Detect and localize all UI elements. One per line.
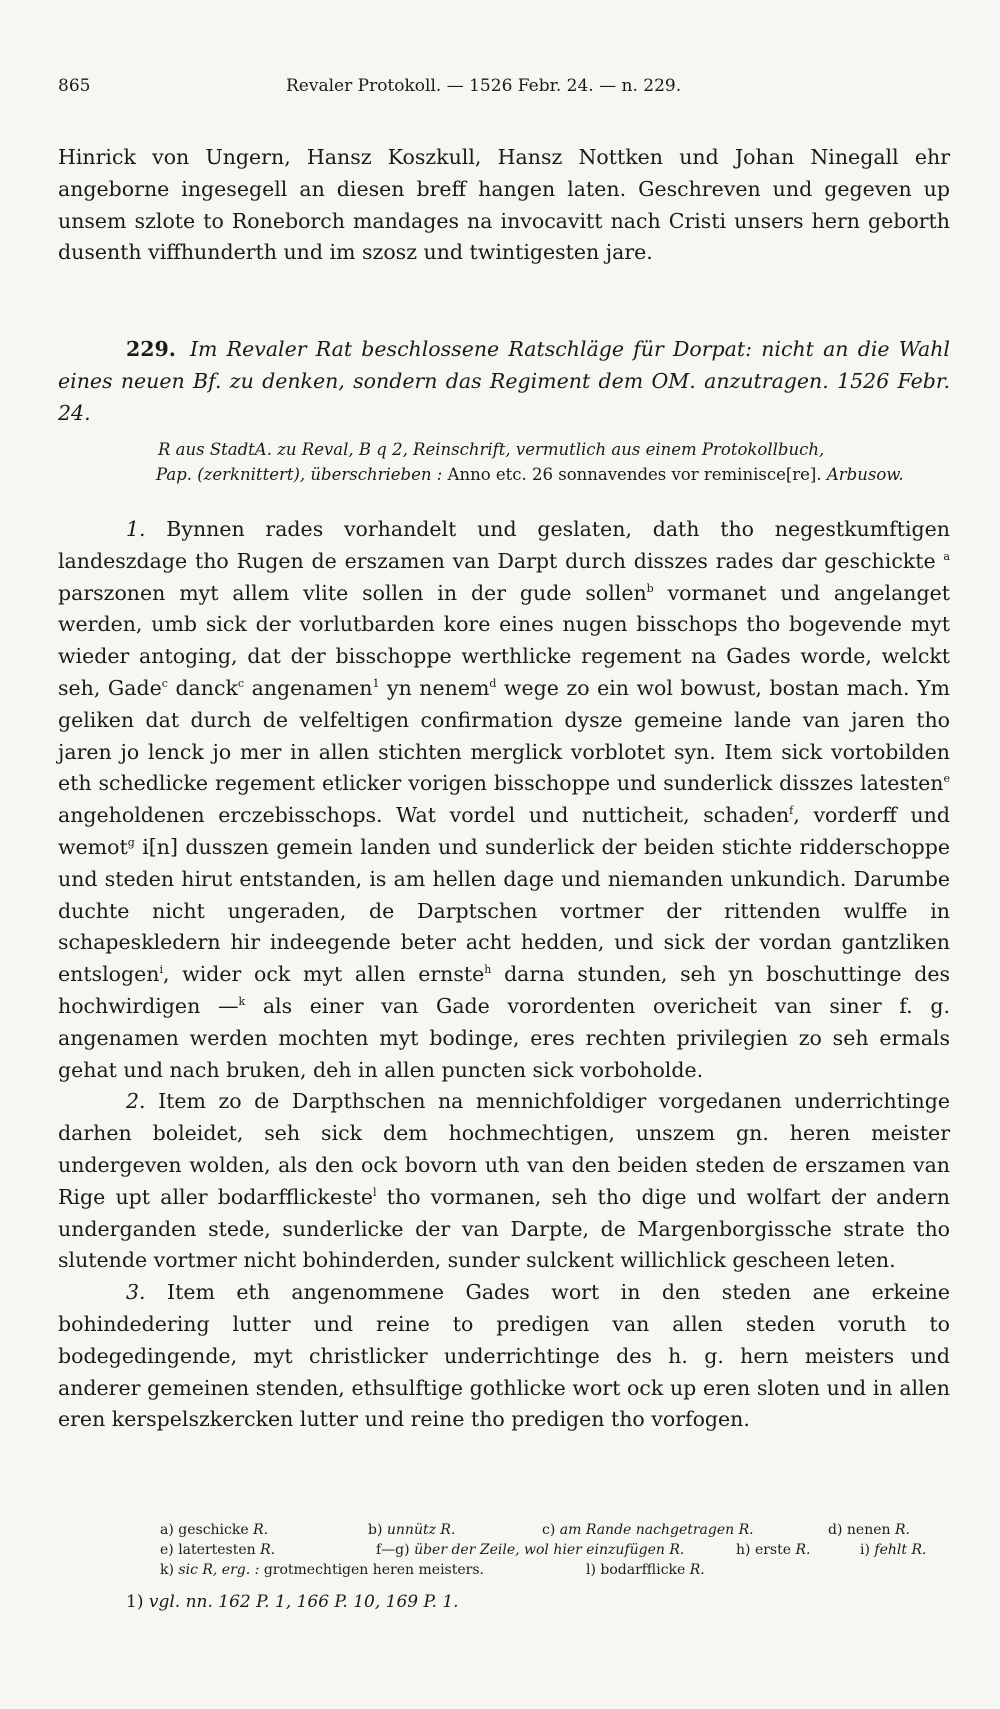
note-label: f—g) — [376, 1542, 410, 1558]
article-1-text: angeholdenen erczebisschops. Wat vordel und nutticheit, schaden — [58, 803, 790, 828]
source-text-1: R aus StadtA. zu Reval, B q 2, Reinschrift, vermutlich aus einem Protokollbuch, — [158, 440, 825, 459]
source-line-2 — [58, 462, 950, 487]
note-label: a) — [160, 1522, 174, 1538]
regest: Im Revaler Rat beschlossene Ratschläge für Dorpat: nicht an die Wahl eines neuen Bf. zu denken, sondern das Regiment dem OM. anzutragen. 1526 Febr. 24. — [58, 337, 950, 425]
note-source: R. — [689, 1562, 705, 1578]
article-1-number: 1. — [126, 517, 146, 541]
preceding-text: Hinrick von Ungern, Hansz Koszkull, Hansz Nottken und Johan Ninegall ehr angeborne ingesegell an diesen breff hangen laten. Geschreven und gegeven up unsem szlote to Roneborch mandages na invocavitt nach Cristi unsers hern geborth dusenth viffhunderth und im szosz und twintigesten jare. — [58, 145, 950, 265]
article-1-text: parszonen myt allem vlite sollen in der gude sollen — [58, 580, 647, 605]
note-text: am Rande nachgetragen R. — [559, 1522, 754, 1538]
note-text: erste — [754, 1542, 792, 1558]
note-d — [828, 1520, 910, 1540]
note-label: k) — [160, 1562, 174, 1578]
note-mark: k — [238, 994, 246, 1008]
note-label: h) — [736, 1542, 751, 1558]
source-editor: Arbusow. — [826, 465, 904, 484]
textual-notes — [58, 1520, 950, 1580]
notes-row-3 — [58, 1560, 950, 1580]
note-mark: h — [484, 963, 492, 977]
page-header — [58, 76, 950, 106]
note-label: l) — [586, 1562, 596, 1578]
article-3-text: Item eth angenommene Gades wort in den steden ane erkeine bohindedering lutter und reine to predigen van allen steden voruth to bodegedingende, myt christlicker underrichtinge des h. g. hern meisters und anderer gemeinen stenden, ethsulftige gothlicke wort ock up eren sloten und in allen eren kerspelszkercken lutter und reine tho predigen tho vorfogen. — [58, 1280, 950, 1432]
article-1-text: yn nenem — [386, 675, 490, 700]
article-1-text: i[n] dusszen gemein landen und sunderlick der beiden stichte ridderschoppe und steden hirut entstanden, is am hellen dage und niemanden unkundich. Darumbe duchte nicht ungeraden, de Darptschen vortmer der rittenden wulffe in schapeskledern hir indeegende beter acht hedden, und sick der vordan gantzliken entslogen — [58, 834, 950, 987]
note-mark: e — [943, 772, 950, 786]
article-1 — [58, 514, 950, 1086]
article-3 — [58, 1277, 950, 1436]
note-source: R. — [253, 1522, 269, 1538]
note-text: unnütz R. — [386, 1522, 456, 1538]
article-1-text: , wider ock myt allen ernste — [162, 962, 485, 987]
note-label: c) — [542, 1522, 556, 1538]
note-mark: i — [159, 963, 163, 977]
source-text-2-italic: Pap. (zerknittert), überschrieben : — [156, 465, 443, 484]
note-text: nenen — [846, 1522, 891, 1538]
document-number: 229. — [126, 337, 176, 361]
note-text: sic R, erg. : — [178, 1562, 260, 1578]
note-source: R. — [795, 1542, 811, 1558]
article-2 — [58, 1086, 950, 1277]
article-1-text: darna stunden, seh yn boschuttinge des hochwirdigen — — [58, 962, 950, 1018]
note-h — [736, 1540, 810, 1560]
note-i — [860, 1540, 926, 1560]
note-mark: g — [127, 835, 135, 849]
note-c — [542, 1520, 754, 1540]
note-source: R. — [260, 1542, 276, 1558]
article-2-text: Item zo de Darpthschen na mennichfoldiger vorgedanen underrichtinge darhen boleidet, seh sick dem hochmechtigen, unszem gn. heren meister undergeven wolden, als den ock bovorn uth van den beiden steden de erszamen van Rige upt aller bodarfflickeste — [58, 1089, 950, 1209]
note-e — [160, 1540, 275, 1560]
page-number: 865 — [58, 76, 91, 96]
source-description — [58, 437, 950, 487]
note-text: latertesten — [178, 1542, 256, 1558]
note-mark: c — [161, 676, 168, 690]
note-mark: d — [489, 676, 497, 690]
note-text: über der Zeile, wol hier einzufügen R. — [414, 1542, 685, 1558]
note-k — [160, 1560, 484, 1580]
footnote-1 — [126, 1592, 459, 1612]
footnote-mark: 1 — [372, 676, 380, 690]
note-fg — [376, 1540, 684, 1560]
source-text-2-plain: Anno etc. 26 sonnavendes vor reminisce[re]. — [447, 465, 822, 484]
article-2-number: 2. — [126, 1089, 146, 1114]
footnote-text: vgl. nn. 162 P. 1, 166 P. 10, 169 P. 1. — [148, 1592, 459, 1612]
note-a — [160, 1520, 268, 1540]
document-heading — [58, 334, 950, 429]
note-mark: f — [789, 804, 794, 818]
notes-row-1 — [58, 1520, 950, 1540]
note-l — [586, 1560, 705, 1580]
note-mark: b — [646, 581, 654, 595]
articles — [58, 514, 950, 1436]
article-1-text: als einer van Gade vorordenten overicheit van siner f. g. angenamen werden mochten myt bodinge, eres rechten privilegien zo seh ermals gehat und nach bruken, deh in allen puncten sick vorboholde. — [58, 993, 950, 1082]
article-1-text: danck — [175, 675, 238, 700]
note-mark: a — [943, 549, 950, 563]
note-text: geschicke — [178, 1522, 249, 1538]
note-label: i) — [860, 1542, 870, 1558]
note-label: b) — [368, 1522, 383, 1538]
note-b — [368, 1520, 455, 1540]
notes-row-2 — [58, 1540, 950, 1560]
note-text: bodarfflicke — [600, 1562, 686, 1578]
note-text: fehlt R. — [874, 1542, 927, 1558]
note-label: d) — [828, 1522, 843, 1538]
article-1-text: vormanet und angelanget werden, umb sick der vorlutbarden kore eines nugen bisschops tho bogevende myt wieder antoging, dat der bisschoppe werthlicke regement na Gades worde, welckt seh, Gade — [58, 580, 950, 700]
footnote-label: 1) — [126, 1592, 144, 1612]
note-text: grotmechtigen heren meisters. — [263, 1562, 484, 1578]
article-1-text: wege zo ein wol bowust, bostan mach. Ym geliken dat durch de velfeltigen confirmation dysze gemeine lande van jaren tho jaren jo lenck jo mer in allen stichten merglick vorblotet syn. Item sick vortobilden eth schedlicke regement etlicker vorigen bisschoppe und sunderlick disszes latesten — [58, 675, 950, 796]
article-3-number: 3. — [126, 1280, 146, 1305]
article-2-text: tho vormanen, seh tho dige und wolfart der andern underganden stede, sunderlicke der van Darpte, de Margenborgissche strate tho slutende vortmer nicht bohinderden, sunder sulckent willichlick gescheen leten. — [58, 1184, 950, 1273]
note-source: R. — [894, 1522, 910, 1538]
note-mark: l — [373, 1185, 377, 1199]
note-mark: c — [237, 676, 245, 690]
running-title: Revaler Protokoll. — 1526 Febr. 24. — n. 229. — [286, 76, 682, 96]
source-line-1 — [58, 437, 950, 462]
article-1-text: angenamen — [251, 675, 373, 700]
article-1-text: Bynnen rades vorhandelt und geslaten, dath tho negestkumftigen landeszdage tho Rugen de erszamen van Darpt durch disszes rades dar geschickte — [58, 517, 950, 573]
article-1-text: , vorderff und wemot — [58, 803, 950, 859]
note-label: e) — [160, 1542, 174, 1558]
